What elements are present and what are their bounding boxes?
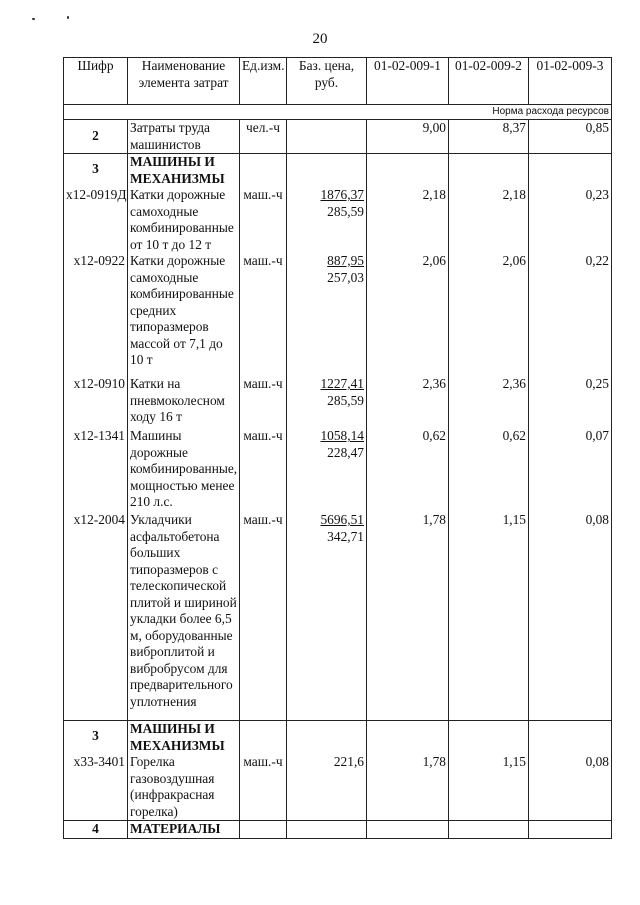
item-price: 221,6	[333, 754, 364, 769]
machines-section-row	[64, 154, 612, 721]
item-name: Катки на пневмоколесном ходу 16 т	[130, 376, 225, 424]
item-code: х12-2004	[73, 512, 125, 527]
item-price	[289, 253, 364, 376]
header-col-2: 01-02-009-2	[449, 58, 529, 105]
section-b-units-cell	[240, 721, 287, 821]
item-price-bottom: 285,59	[327, 392, 364, 408]
item-unit: маш.-ч	[243, 376, 283, 391]
item-value-3: 0,23	[585, 187, 609, 202]
item-price	[289, 376, 364, 428]
labor-unit: чел.-ч	[240, 120, 287, 154]
item-value-2: 1,15	[502, 512, 526, 527]
item-code: х12-1341	[73, 428, 125, 443]
item-value-1: 1,78	[422, 754, 446, 769]
item-price	[289, 512, 364, 720]
section-title: МАТЕРИАЛЫ	[128, 821, 240, 839]
item-name: Катки дорожные самоходные комбинированные от 10 т до 12 т	[130, 187, 234, 252]
item-price-top: 887,95	[327, 253, 364, 268]
section-b-values-1-cell	[367, 721, 449, 821]
machines-values-2-cell	[449, 154, 529, 721]
section-b-codes-cell	[64, 721, 128, 821]
item-price-top: 5696,51	[320, 512, 364, 527]
header-unit: Ед.изм.	[240, 58, 287, 105]
item-unit: маш.-ч	[243, 187, 283, 202]
item-value-3: 0,22	[585, 253, 609, 268]
labor-row	[64, 120, 612, 154]
norm-caption-row	[64, 105, 612, 120]
table-header-row	[64, 58, 612, 105]
item-value-3: 0,08	[585, 512, 609, 527]
labor-value-3: 0,85	[529, 120, 612, 154]
header-price: Баз. цена, руб.	[287, 58, 367, 105]
item-price-top: 1876,37	[320, 187, 364, 202]
item-price-bottom: 257,03	[327, 269, 364, 285]
item-price	[289, 187, 364, 253]
item-value-2: 2,18	[502, 187, 526, 202]
header-code: Шифр	[64, 58, 128, 105]
resource-norms-table	[63, 57, 612, 839]
item-price-bottom: 285,59	[327, 203, 364, 219]
section-b-prices-cell	[287, 721, 367, 821]
labor-code: 2	[64, 120, 128, 154]
item-price-top: 1058,14	[320, 428, 364, 443]
item-price-top: 1227,41	[320, 376, 364, 391]
item-code: х12-0919Д	[66, 187, 127, 202]
item-name: Катки дорожные самоходные комбинированные средних типоразмеров массой от 7,1 до 10 т	[130, 253, 234, 367]
machines-codes-cell	[64, 154, 128, 721]
item-value-1: 0,62	[422, 428, 446, 443]
machines-values-3-cell	[529, 154, 612, 721]
item-value-1: 2,18	[422, 187, 446, 202]
item-value-1: 2,06	[422, 253, 446, 268]
item-name: Машины дорожные комбинированные, мощностью менее 210 л.с.	[130, 428, 238, 509]
item-code: х12-0910	[73, 376, 125, 391]
item-code: х33-3401	[73, 754, 125, 769]
item-value-1: 2,36	[422, 376, 446, 391]
machines-units-cell	[240, 154, 287, 721]
item-price-bottom: 228,47	[327, 444, 364, 460]
labor-value-1: 9,00	[367, 120, 449, 154]
header-name: Наименование элемента затрат	[128, 58, 240, 105]
norm-caption: Норма расхода ресурсов	[64, 105, 612, 120]
section-title: МАШИНЫ И МЕХАНИЗМЫ	[130, 154, 225, 186]
item-value-2: 0,62	[502, 428, 526, 443]
item-value-2: 1,15	[502, 754, 526, 769]
item-price-bottom: 342,71	[327, 528, 364, 544]
section-number: 3	[92, 161, 99, 176]
scan-speck	[32, 18, 35, 20]
item-value-3: 0,25	[585, 376, 609, 391]
item-code: х12-0922	[73, 253, 125, 268]
labor-price	[287, 120, 367, 154]
item-unit: маш.-ч	[243, 512, 283, 527]
scan-speck	[67, 16, 69, 19]
materials-section-row	[64, 821, 612, 839]
item-value-3: 0,08	[585, 754, 609, 769]
labor-value-2: 8,37	[449, 120, 529, 154]
machines-section-row-2	[64, 721, 612, 821]
item-unit: маш.-ч	[243, 754, 283, 769]
item-value-3: 0,07	[585, 428, 609, 443]
section-b-names-cell	[128, 721, 240, 821]
item-value-1: 1,78	[422, 512, 446, 527]
item-name: Укладчики асфальтобетона больших типоразмеров с телескопической плитой и шириной укладки более 6,5 м, оборудованные виброплитой и вибробрусом для предварительного уплотнения	[130, 512, 237, 709]
machines-values-1-cell	[367, 154, 449, 721]
section-number: 3	[92, 728, 99, 743]
item-unit: маш.-ч	[243, 253, 283, 268]
section-number: 4	[64, 821, 128, 839]
page-number: 20	[312, 31, 328, 47]
labor-name: Затраты труда машинистов	[128, 120, 240, 154]
item-name: Горелка газовоздушная (инфракрасная горелка)	[130, 754, 215, 819]
header-col-1: 01-02-009-1	[367, 58, 449, 105]
section-b-values-2-cell	[449, 721, 529, 821]
item-price	[289, 428, 364, 512]
section-b-values-3-cell	[529, 721, 612, 821]
item-unit: маш.-ч	[243, 428, 283, 443]
machines-names-cell	[128, 154, 240, 721]
item-value-2: 2,36	[502, 376, 526, 391]
header-col-3: 01-02-009-3	[529, 58, 612, 105]
section-title: МАШИНЫ И МЕХАНИЗМЫ	[130, 721, 225, 753]
item-value-2: 2,06	[502, 253, 526, 268]
machines-prices-cell	[287, 154, 367, 721]
